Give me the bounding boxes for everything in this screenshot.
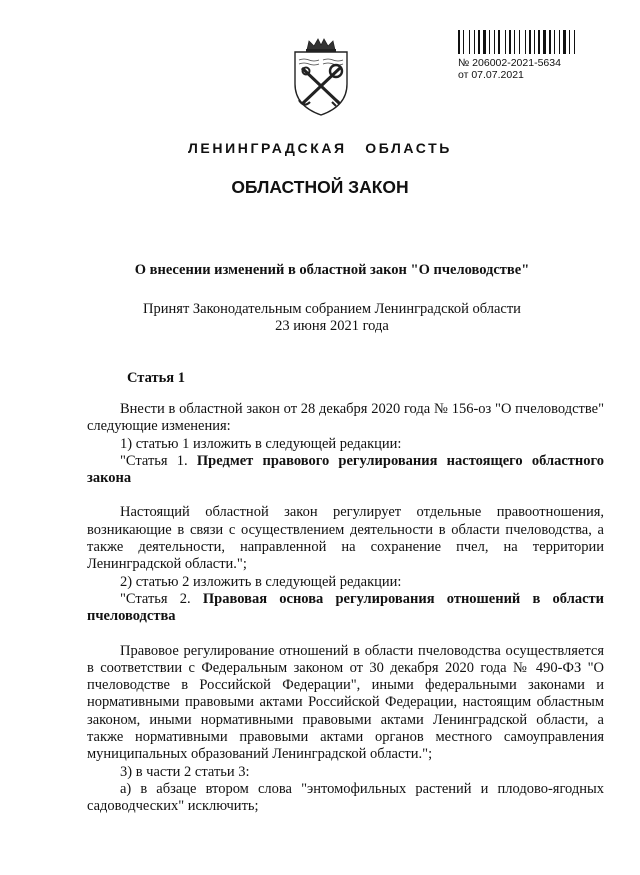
barcode-stripe bbox=[461, 30, 462, 54]
barcode-stripe bbox=[561, 30, 562, 54]
barcode-stripe bbox=[505, 30, 506, 54]
article-title: Правовая основа регулирования отношений в области пчеловодства bbox=[87, 590, 604, 625]
barcode-stripe bbox=[549, 30, 551, 54]
paragraph: Настоящий областной закон регулирует отдельные правоотношения, возникающие в связи с осуществлением деятельности в области пчеловодства, а также деятельности, направленной на сохранение пчел, на территории Ленинградской области."; bbox=[87, 504, 604, 573]
barcode-stripe bbox=[552, 30, 553, 54]
barcode-stripe bbox=[519, 30, 520, 54]
barcode-stripe bbox=[534, 30, 535, 54]
barcode-stripe bbox=[512, 30, 513, 54]
article-1-body bbox=[87, 401, 604, 816]
barcode-stripe bbox=[521, 30, 524, 54]
barcode-stripe bbox=[514, 30, 515, 54]
barcode-stripe bbox=[507, 30, 508, 54]
barcode-stripe bbox=[481, 30, 482, 54]
paragraph: 2) статью 2 изложить в следующей редакции: bbox=[120, 573, 402, 590]
paragraph: Внести в областной закон от 28 декабря 2020 года № 156-оз "О пчеловодстве" следующие изменения: bbox=[87, 401, 604, 435]
barcode-stripe bbox=[559, 30, 560, 54]
article-1-heading: Статья 1 bbox=[127, 370, 185, 386]
barcode-stripe bbox=[494, 30, 495, 54]
barcode-stripe bbox=[478, 30, 480, 54]
barcode-stripe bbox=[487, 30, 488, 54]
article-prefix: "Статья 2. bbox=[120, 590, 203, 607]
barcode-stripe bbox=[498, 30, 500, 54]
barcode bbox=[458, 30, 608, 54]
barcode-stripe bbox=[563, 30, 566, 54]
article-prefix: "Статья 1. bbox=[120, 452, 197, 469]
barcode-stripe bbox=[576, 30, 578, 54]
paragraph: 1) статью 1 изложить в следующей редакции: bbox=[120, 435, 402, 452]
barcode-stripe bbox=[571, 30, 573, 54]
barcode-stripe bbox=[496, 30, 497, 54]
paragraph: 3) в части 2 статьи 3: bbox=[120, 763, 250, 780]
barcode-stripe bbox=[543, 30, 546, 54]
barcode-stripe bbox=[465, 30, 468, 54]
barcode-stripe bbox=[476, 30, 477, 54]
barcode-stripe bbox=[509, 30, 511, 54]
amended-article-1-heading bbox=[87, 453, 604, 488]
barcode-stripe bbox=[556, 30, 558, 54]
barcode-stripe bbox=[489, 30, 490, 54]
article-title: Предмет правового регулирования настоящего областного закона bbox=[87, 452, 604, 487]
barcode-stripe bbox=[501, 30, 504, 54]
barcode-stripe bbox=[525, 30, 526, 54]
adoption-date: 23 июня 2021 года bbox=[275, 318, 389, 334]
barcode-stripe bbox=[567, 30, 568, 54]
adoption-info bbox=[0, 301, 640, 335]
barcode-stripe bbox=[538, 30, 540, 54]
registration-block bbox=[458, 30, 618, 81]
barcode-stripe bbox=[471, 30, 473, 54]
coat-of-arms-icon bbox=[290, 38, 352, 118]
barcode-stripe bbox=[532, 30, 533, 54]
document-type: ОБЛАСТНОЙ ЗАКОН bbox=[231, 177, 409, 197]
law-title: О внесении изменений в областной закон "О пчеловодстве" bbox=[134, 262, 530, 278]
barcode-stripe bbox=[536, 30, 537, 54]
paragraph: а) в абзаце втором слова "энтомофильных растений и плодово-ягодных садоводческих" исключить; bbox=[87, 780, 604, 815]
barcode-stripe bbox=[474, 30, 475, 54]
barcode-stripe bbox=[458, 30, 460, 54]
barcode-stripe bbox=[574, 30, 575, 54]
barcode-stripe bbox=[541, 30, 542, 54]
barcode-stripe bbox=[527, 30, 528, 54]
barcode-stripe bbox=[516, 30, 518, 54]
amended-article-2-heading bbox=[87, 591, 604, 626]
adoption-line: Принят Законодательным собранием Ленинградской области bbox=[143, 301, 521, 317]
barcode-stripe bbox=[529, 30, 531, 54]
barcode-stripe bbox=[547, 30, 548, 54]
paragraph: Правовое регулирование отношений в области пчеловодства осуществляется в соответствии с Федеральным законом от 30 декабря 2020 года № 490-ФЗ "О пчеловодстве в Российской Федерации", иными федеральными законами и нормативными правовыми актами Российской Федерации, настоящим областным законом, иными нормативными правовыми актами Ленинградской области, а также нормативными правовыми актами органов местного самоуправления муниципальных образований Ленинградской области."; bbox=[87, 642, 604, 763]
barcode-stripe bbox=[554, 30, 555, 54]
registration-number: № 206002-2021-5634 bbox=[458, 57, 561, 69]
barcode-stripe bbox=[469, 30, 470, 54]
registration-date: от 07.07.2021 bbox=[458, 69, 524, 81]
barcode-stripe bbox=[463, 30, 464, 54]
barcode-stripe bbox=[569, 30, 570, 54]
barcode-stripe bbox=[491, 30, 493, 54]
barcode-stripe bbox=[483, 30, 486, 54]
region-name: ЛЕНИНГРАДСКАЯ ОБЛАСТЬ bbox=[188, 140, 452, 156]
